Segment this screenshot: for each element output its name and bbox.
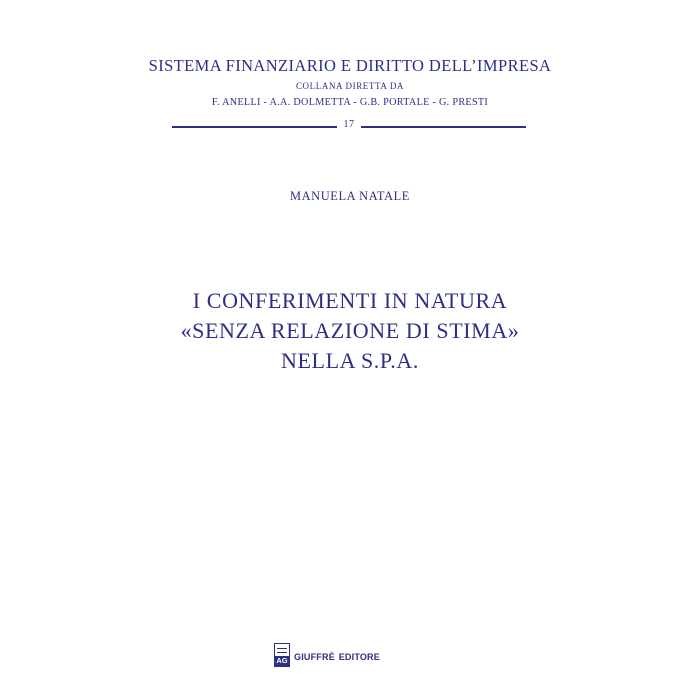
book-title-line-2: «SENZA RELAZIONE DI STIMA» (180, 318, 520, 343)
book-title (0, 286, 700, 376)
volume-rule (172, 120, 526, 134)
rule-right (361, 126, 526, 128)
series-title: SISTEMA FINANZIARIO E DIRITTO DELL’IMPRESA (148, 56, 552, 75)
logo-initials: AG (276, 656, 288, 665)
series-editors: F. ANELLI - A.A. DOLMETTA - G.B. PORTALE - G. PRESTI (211, 97, 489, 108)
publisher-logo-icon (274, 643, 290, 667)
volume-number: 17 (343, 119, 355, 130)
book-title-line-1: I CONFERIMENTI IN NATURA (192, 288, 508, 313)
book-title-line-3: NELLA S.P.A. (281, 348, 419, 373)
author-name: MANUELA NATALE (290, 189, 410, 203)
collana-label: COLLANA DIRETTA DA (295, 81, 405, 91)
publisher-name: giuffrè editore (294, 647, 380, 663)
publisher-block (274, 642, 380, 668)
